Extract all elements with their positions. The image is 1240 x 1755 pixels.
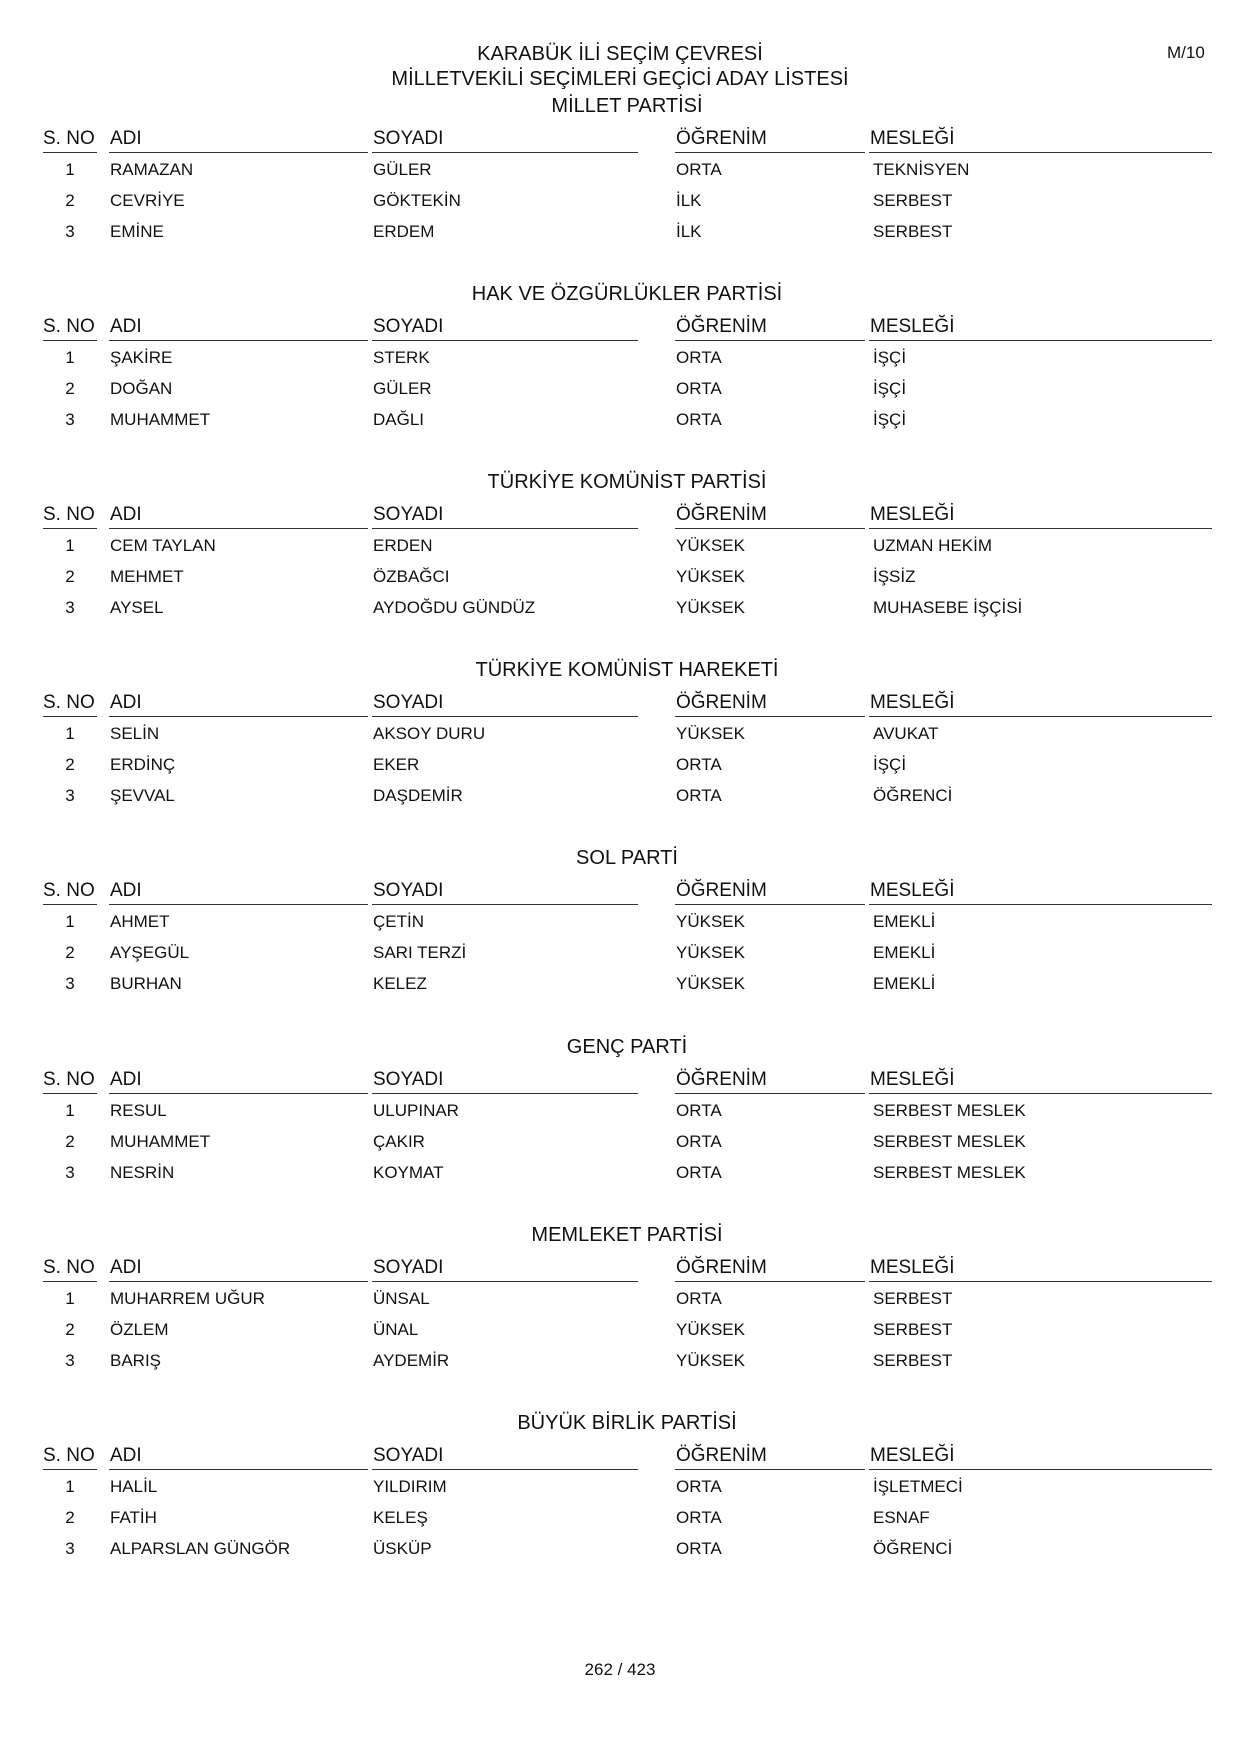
party-section bbox=[43, 847, 1211, 1000]
cell-soyadi: ÜSKÜP bbox=[373, 1539, 432, 1558]
cell-meslek: EMEKLİ bbox=[873, 912, 936, 931]
column-header: MESLEĞİ bbox=[869, 880, 1212, 905]
column-header: SOYADI bbox=[372, 880, 638, 905]
party-title: GENÇ PARTİ bbox=[566, 1036, 688, 1058]
column-header: ADI bbox=[109, 1445, 368, 1470]
cell-soyadi: ERDEN bbox=[373, 536, 433, 555]
cell-ogrenim: ORTA bbox=[676, 410, 722, 429]
cell-no: 3 bbox=[65, 1163, 75, 1182]
cell-ogrenim: ORTA bbox=[676, 160, 722, 179]
cell-no: 1 bbox=[65, 724, 75, 743]
cell-soyadi: GÖKTEKİN bbox=[373, 191, 461, 210]
cell-adi: ÖZLEM bbox=[110, 1320, 169, 1339]
cell-soyadi: YILDIRIM bbox=[373, 1477, 447, 1496]
cell-soyadi: AYDOĞDU GÜNDÜZ bbox=[373, 598, 536, 617]
column-header: S. NO bbox=[43, 316, 97, 341]
cell-no: 3 bbox=[65, 786, 75, 805]
cell-no: 3 bbox=[65, 1351, 75, 1370]
column-header: S. NO bbox=[43, 1445, 97, 1470]
cell-ogrenim: ORTA bbox=[676, 786, 722, 805]
cell-soyadi: GÜLER bbox=[373, 160, 432, 179]
cell-no: 1 bbox=[65, 348, 75, 367]
cell-meslek: TEKNİSYEN bbox=[873, 160, 970, 179]
cell-ogrenim: YÜKSEK bbox=[676, 567, 745, 586]
cell-adi: FATİH bbox=[110, 1508, 157, 1527]
column-header: MESLEĞİ bbox=[869, 316, 1212, 341]
column-header: ÖĞRENİM bbox=[675, 1069, 865, 1094]
cell-adi: AYSEL bbox=[110, 598, 164, 617]
cell-no: 1 bbox=[65, 912, 75, 931]
column-header: MESLEĞİ bbox=[869, 692, 1212, 717]
cell-adi: RESUL bbox=[110, 1101, 167, 1120]
cell-meslek: SERBEST bbox=[873, 1351, 953, 1370]
column-header: SOYADI bbox=[372, 1445, 638, 1470]
cell-soyadi: SARI TERZİ bbox=[373, 943, 467, 962]
column-header: S. NO bbox=[43, 504, 97, 529]
column-header: MESLEĞİ bbox=[869, 1445, 1212, 1470]
cell-adi: ŞAKİRE bbox=[110, 348, 173, 367]
column-header: ADI bbox=[109, 1069, 368, 1094]
cell-meslek: SERBEST bbox=[873, 1320, 953, 1339]
cell-ogrenim: ORTA bbox=[676, 1101, 722, 1120]
header-line-2: MİLLETVEKİLİ SEÇİMLERİ GEÇİCİ ADAY LİSTESİ bbox=[391, 68, 849, 90]
column-header: MESLEĞİ bbox=[869, 128, 1212, 153]
cell-adi: BARIŞ bbox=[110, 1351, 162, 1370]
cell-ogrenim: ORTA bbox=[676, 755, 722, 774]
column-header: SOYADI bbox=[372, 1069, 638, 1094]
cell-soyadi: AKSOY DURU bbox=[373, 724, 486, 743]
column-header: ÖĞRENİM bbox=[675, 504, 865, 529]
cell-no: 2 bbox=[65, 1132, 75, 1151]
cell-soyadi: ÜNSAL bbox=[373, 1289, 430, 1308]
cell-meslek: İŞÇİ bbox=[873, 379, 907, 398]
column-header: ADI bbox=[109, 128, 368, 153]
cell-no: 2 bbox=[65, 379, 75, 398]
cell-meslek: UZMAN HEKİM bbox=[873, 536, 992, 555]
cell-ogrenim: ORTA bbox=[676, 348, 722, 367]
column-header: SOYADI bbox=[372, 316, 638, 341]
cell-soyadi: ÖZBAĞCI bbox=[373, 567, 450, 586]
party-title: MEMLEKET PARTİSİ bbox=[531, 1224, 723, 1246]
column-header: ÖĞRENİM bbox=[675, 692, 865, 717]
cell-adi: AYŞEGÜL bbox=[110, 943, 190, 962]
cell-soyadi: KELEZ bbox=[373, 974, 427, 993]
cell-no: 2 bbox=[65, 567, 75, 586]
party-title: TÜRKİYE KOMÜNİST HAREKETİ bbox=[475, 659, 779, 681]
column-header: SOYADI bbox=[372, 128, 638, 153]
cell-ogrenim: ORTA bbox=[676, 379, 722, 398]
cell-meslek: AVUKAT bbox=[873, 724, 939, 743]
cell-no: 1 bbox=[65, 536, 75, 555]
cell-no: 1 bbox=[65, 160, 75, 179]
party-section bbox=[43, 659, 1211, 812]
cell-no: 1 bbox=[65, 1477, 75, 1496]
cell-soyadi: ULUPINAR bbox=[373, 1101, 459, 1120]
cell-meslek: EMEKLİ bbox=[873, 974, 936, 993]
cell-ogrenim: ORTA bbox=[676, 1508, 722, 1527]
cell-soyadi: KELEŞ bbox=[373, 1508, 428, 1527]
column-header: S. NO bbox=[43, 1069, 97, 1094]
cell-no: 3 bbox=[65, 410, 75, 429]
cell-no: 1 bbox=[65, 1289, 75, 1308]
cell-adi: RAMAZAN bbox=[110, 160, 194, 179]
cell-adi: MUHAMMET bbox=[110, 1132, 211, 1151]
cell-no: 3 bbox=[65, 598, 75, 617]
cell-no: 1 bbox=[65, 1101, 75, 1120]
cell-ogrenim: YÜKSEK bbox=[676, 1351, 745, 1370]
column-header: S. NO bbox=[43, 692, 97, 717]
cell-meslek: İŞÇİ bbox=[873, 348, 907, 367]
party-section bbox=[43, 1412, 1211, 1565]
column-header: S. NO bbox=[43, 1257, 97, 1282]
cell-adi: MEHMET bbox=[110, 567, 184, 586]
cell-soyadi: KOYMAT bbox=[373, 1163, 444, 1182]
cell-soyadi: ERDEM bbox=[373, 222, 435, 241]
cell-soyadi: STERK bbox=[373, 348, 430, 367]
cell-no: 3 bbox=[65, 1539, 75, 1558]
cell-adi: DOĞAN bbox=[110, 379, 173, 398]
cell-no: 3 bbox=[65, 974, 75, 993]
cell-adi: ALPARSLAN GÜNGÖR bbox=[110, 1539, 291, 1558]
cell-ogrenim: YÜKSEK bbox=[676, 1320, 745, 1339]
column-header: MESLEĞİ bbox=[869, 1257, 1212, 1282]
cell-ogrenim: ORTA bbox=[676, 1539, 722, 1558]
cell-adi: BURHAN bbox=[110, 974, 182, 993]
cell-soyadi: AYDEMİR bbox=[373, 1351, 450, 1370]
cell-adi: AHMET bbox=[110, 912, 170, 931]
cell-adi: SELİN bbox=[110, 724, 160, 743]
cell-meslek: İŞÇİ bbox=[873, 410, 907, 429]
cell-ogrenim: İLK bbox=[676, 222, 702, 241]
cell-ogrenim: ORTA bbox=[676, 1163, 722, 1182]
cell-ogrenim: YÜKSEK bbox=[676, 974, 745, 993]
cell-adi: MUHAMMET bbox=[110, 410, 211, 429]
party-section bbox=[43, 471, 1211, 624]
column-header: ÖĞRENİM bbox=[675, 1445, 865, 1470]
header-line-1: KARABÜK İLİ SEÇİM ÇEVRESİ bbox=[477, 43, 763, 65]
cell-no: 2 bbox=[65, 1320, 75, 1339]
cell-adi: MUHARREM UĞUR bbox=[110, 1289, 265, 1308]
cell-meslek: MUHASEBE İŞÇİSİ bbox=[873, 598, 1023, 617]
cell-ogrenim: ORTA bbox=[676, 1132, 722, 1151]
cell-adi: ERDİNÇ bbox=[110, 755, 176, 774]
column-header: ÖĞRENİM bbox=[675, 880, 865, 905]
cell-adi: NESRİN bbox=[110, 1163, 175, 1182]
cell-adi: EMİNE bbox=[110, 222, 164, 241]
cell-ogrenim: YÜKSEK bbox=[676, 536, 745, 555]
cell-soyadi: EKER bbox=[373, 755, 420, 774]
cell-meslek: SERBEST bbox=[873, 191, 953, 210]
cell-ogrenim: YÜKSEK bbox=[676, 943, 745, 962]
cell-ogrenim: ORTA bbox=[676, 1477, 722, 1496]
column-header: ADI bbox=[109, 504, 368, 529]
cell-no: 2 bbox=[65, 191, 75, 210]
cell-meslek: SERBEST MESLEK bbox=[873, 1163, 1026, 1182]
column-header: MESLEĞİ bbox=[869, 504, 1212, 529]
column-header: SOYADI bbox=[372, 504, 638, 529]
cell-soyadi: DAĞLI bbox=[373, 410, 425, 429]
cell-meslek: SERBEST bbox=[873, 1289, 953, 1308]
column-header: S. NO bbox=[43, 880, 97, 905]
cell-meslek: ÖĞRENCİ bbox=[873, 1539, 953, 1558]
cell-no: 2 bbox=[65, 1508, 75, 1527]
cell-meslek: ÖĞRENCİ bbox=[873, 786, 953, 805]
column-header: ADI bbox=[109, 1257, 368, 1282]
cell-adi: CEM TAYLAN bbox=[110, 536, 216, 555]
party-title: MİLLET PARTİSİ bbox=[551, 95, 703, 117]
page-code: M/10 bbox=[1167, 43, 1205, 62]
column-header: ÖĞRENİM bbox=[675, 316, 865, 341]
cell-meslek: İŞÇİ bbox=[873, 755, 907, 774]
column-header: ÖĞRENİM bbox=[675, 1257, 865, 1282]
cell-meslek: SERBEST bbox=[873, 222, 953, 241]
column-header: S. NO bbox=[43, 128, 97, 153]
party-title: SOL PARTİ bbox=[576, 847, 678, 869]
column-header: ÖĞRENİM bbox=[675, 128, 865, 153]
document-header bbox=[0, 42, 1240, 92]
cell-meslek: EMEKLİ bbox=[873, 943, 936, 962]
party-section bbox=[43, 95, 1211, 248]
cell-soyadi: GÜLER bbox=[373, 379, 432, 398]
cell-no: 2 bbox=[65, 943, 75, 962]
cell-meslek: SERBEST MESLEK bbox=[873, 1132, 1026, 1151]
cell-meslek: SERBEST MESLEK bbox=[873, 1101, 1026, 1120]
column-header: ADI bbox=[109, 692, 368, 717]
cell-soyadi: ÇETİN bbox=[373, 912, 424, 931]
cell-soyadi: DAŞDEMİR bbox=[373, 786, 463, 805]
cell-ogrenim: ORTA bbox=[676, 1289, 722, 1308]
cell-no: 2 bbox=[65, 755, 75, 774]
cell-ogrenim: İLK bbox=[676, 191, 702, 210]
cell-meslek: İŞLETMECİ bbox=[873, 1477, 963, 1496]
cell-ogrenim: YÜKSEK bbox=[676, 724, 745, 743]
party-section bbox=[43, 1224, 1211, 1377]
party-section bbox=[43, 1036, 1211, 1189]
party-title: BÜYÜK BİRLİK PARTİSİ bbox=[517, 1412, 737, 1434]
column-header: MESLEĞİ bbox=[869, 1069, 1212, 1094]
cell-adi: ŞEVVAL bbox=[110, 786, 175, 805]
cell-ogrenim: YÜKSEK bbox=[676, 912, 745, 931]
column-header: ADI bbox=[109, 880, 368, 905]
cell-adi: CEVRİYE bbox=[110, 191, 185, 210]
cell-soyadi: ÜNAL bbox=[373, 1320, 419, 1339]
cell-no: 3 bbox=[65, 222, 75, 241]
cell-ogrenim: YÜKSEK bbox=[676, 598, 745, 617]
party-section bbox=[43, 283, 1211, 436]
cell-adi: HALİL bbox=[110, 1477, 158, 1496]
party-title: TÜRKİYE KOMÜNİST PARTİSİ bbox=[487, 471, 767, 493]
column-header: SOYADI bbox=[372, 1257, 638, 1282]
party-title: HAK VE ÖZGÜRLÜKLER PARTİSİ bbox=[471, 283, 783, 305]
column-header: ADI bbox=[109, 316, 368, 341]
cell-meslek: İŞSİZ bbox=[873, 567, 916, 586]
cell-meslek: ESNAF bbox=[873, 1508, 930, 1527]
cell-soyadi: ÇAKIR bbox=[373, 1132, 425, 1151]
page-number: 262 / 423 bbox=[584, 1660, 656, 1679]
column-header: SOYADI bbox=[372, 692, 638, 717]
